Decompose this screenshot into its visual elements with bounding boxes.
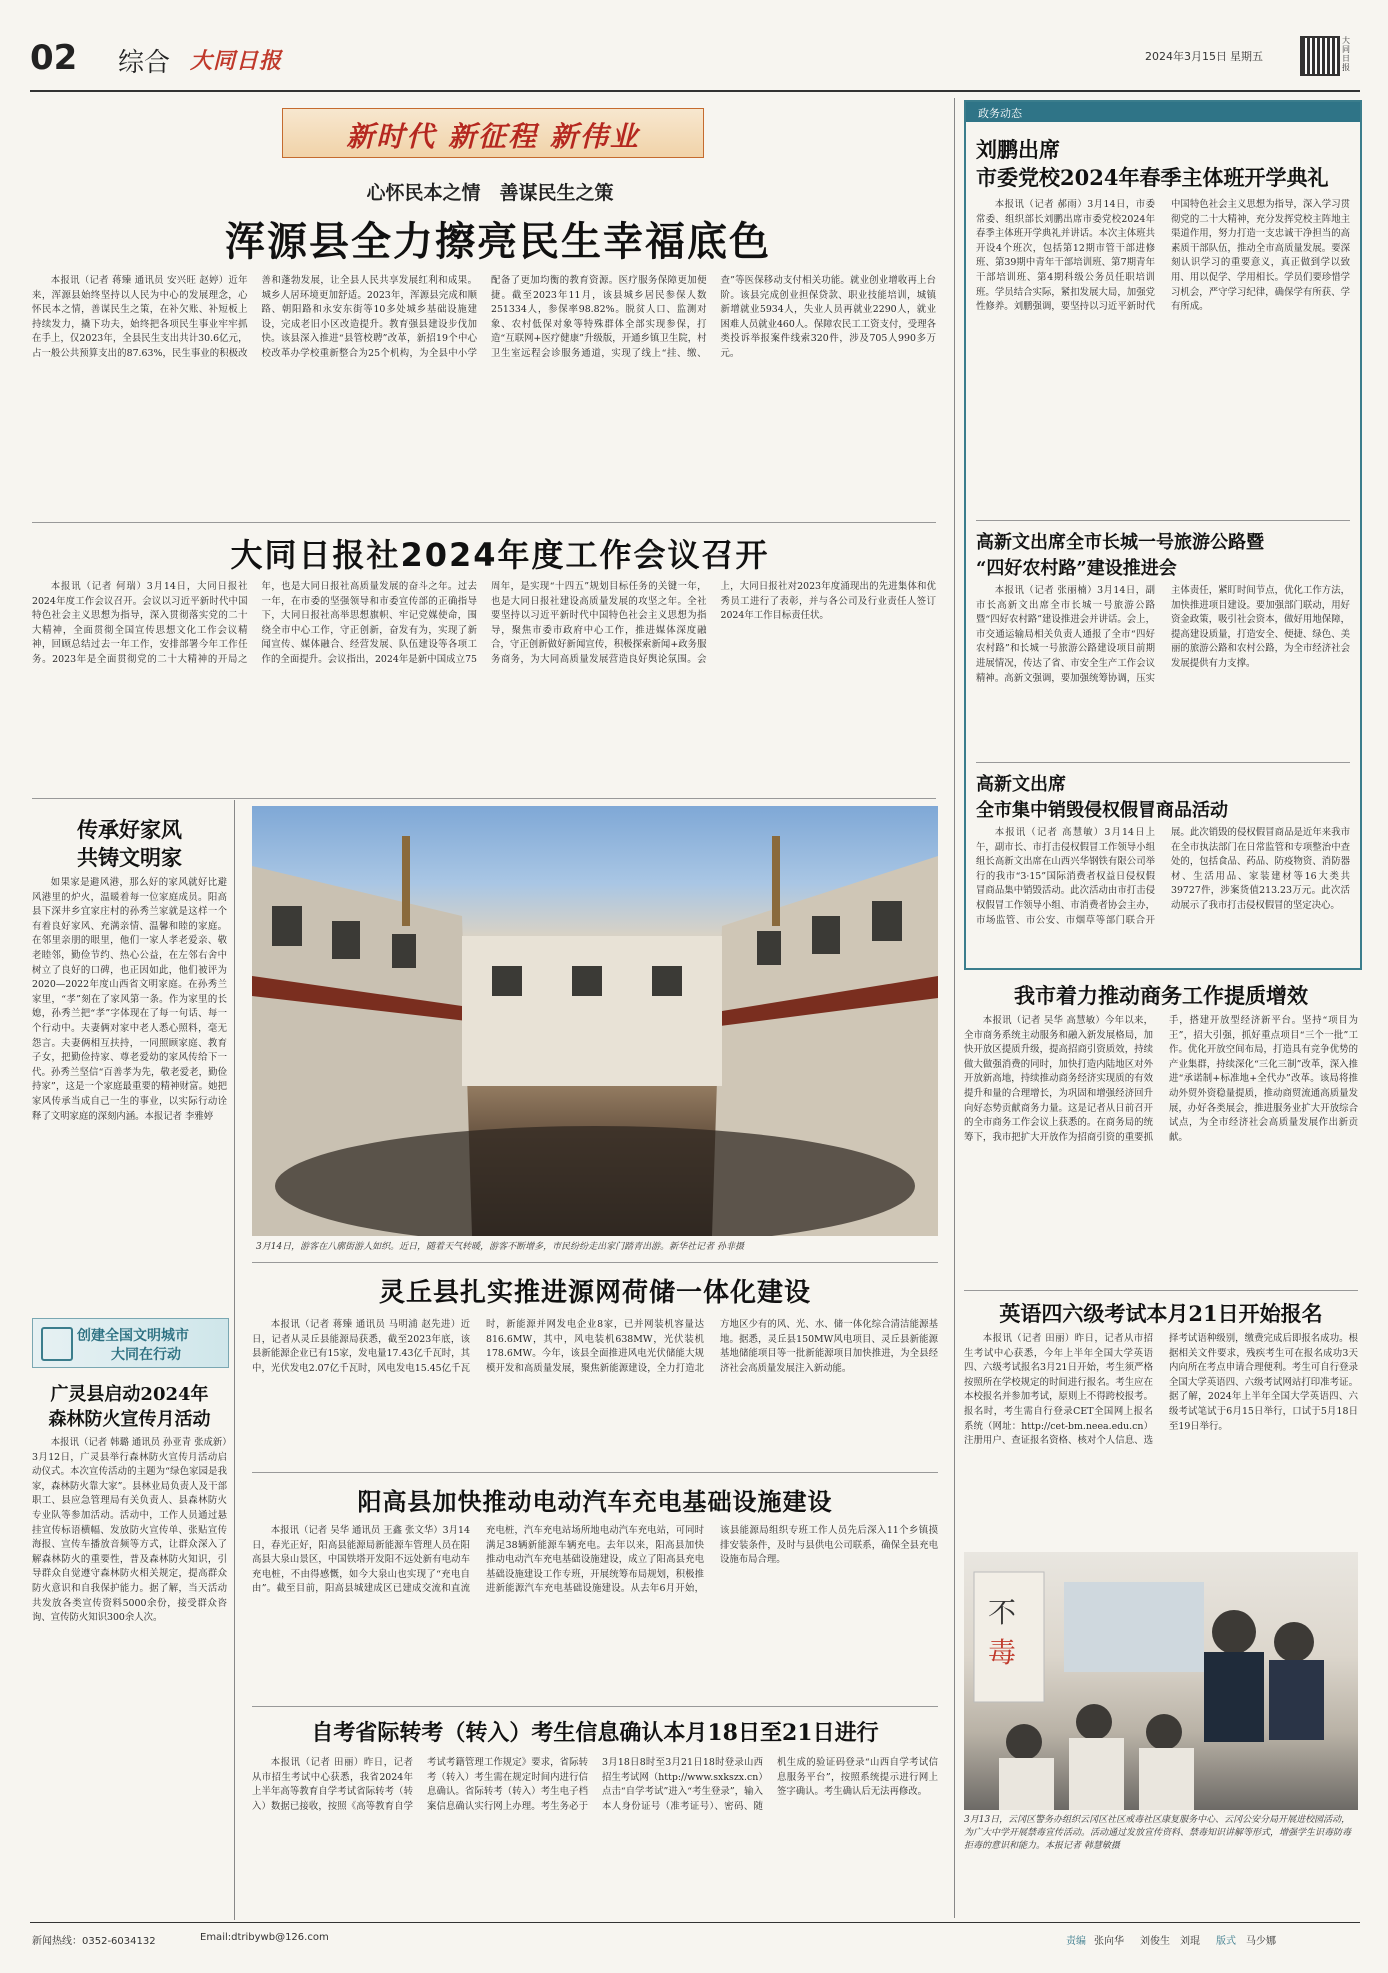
street-photo-svg <box>252 806 938 1236</box>
family-title-line1: 传承好家风 <box>77 817 182 842</box>
footer-editor: 张向华 <box>1094 1936 1124 1947</box>
exam-transfer-title: 自考省际转考（转入）考生信息确认本月18日至21日进行 <box>311 1720 879 1746</box>
footer-editor-label: 责编 <box>1066 1936 1086 1947</box>
commerce-body: 本报讯（记者 吴华 高慧敏）今年以来，全市商务系统主动服务和融入新发展格局，加快开放区提质升级，提高招商引资质效，持续做大做强消费的同时，加快打造内陆地区对外开放新高地，持续推动商务经济实现质的有效提升和量的合理增长，为巩固和增强经济回升向好态势贡献商务力量。这是记者从日前召开的全市商务工作会议上获悉的。在商务局的统筹下，我市把扩大开放作为招商引资的重要抓手，搭建开放型经济新平台。坚持“项目为王”，招大引强，抓好重点项目“三个一批”工作。优化开放空间布局，打造具有竞争优势的产业集群，持续深化“三化三制”改革，深入推进“承诺制+标准地+全代办”改革。该局将推动外贸外资稳量提质，推动商贸流通高质量发展，办好各类展会，推进服务业扩大开放综合试点，为全市经济社会高质量发展作出新贡献。 <box>964 1015 1358 1143</box>
section-rule <box>32 798 936 799</box>
lead-kicker: 心怀民本之情 善谋民生之策 <box>366 182 614 204</box>
qr-caption: 大同日报 <box>1342 36 1350 72</box>
civil-badge-line2: 大同在行动 <box>111 1347 181 1363</box>
party-school-title-line2: 市委党校2024年春季主体班开学典礼 <box>976 165 1329 190</box>
counterfeit-title-line1: 高新文出席 <box>976 774 1066 795</box>
footer-layout-label: 版式 <box>1216 1936 1236 1947</box>
section-rule <box>964 1290 1358 1291</box>
counterfeit-title-line2: 全市集中销毁侵权假冒商品活动 <box>976 800 1228 821</box>
lead-body: 本报讯（记者 蒋臻 通讯员 安兴旺 赵婷）近年来，浑源县始终坚持以人民为中心的发展理念，心怀民本之情，善谋民生之策，在补欠账、补短板上持续发力，撬下功夫，始终把各项民生事业牢牢抓在手上，仅2023年，全县民生支出共计30.6亿元，占一般公共预算支出的87.63%，民生事业的积极改善和蓬勃发展，让全县人民共享发展红利和成果。城乡人居环境更加舒适。2023年，浑源县完成和顺路、朝阳路和永安东街等10多处城乡基础设施建设，完成老旧小区改造提升。教育强县建设步伐加快。该县深入推进“县管校聘”改革，新招19个中心校改革办学校重新整合为25个机构，为全县中小学配备了更加均衡的教育资源。医疗服务保障更加便捷。截至2023年11月，该县城乡居民参保人数251334人，参保率98.82%。脱贫人口、监测对象、农村低保对象等特殊群体全部实现参保，打造“互联网+医疗健康”升级版，开通乡镇卫生院，村卫生室远程会诊服务通道，实现了线上“挂、缴、查”等医保移动支付相关功能。就业创业增收再上台阶。该县完成创业担保贷款、职业技能培训，城镇新增就业5934人，失业人员再就业2290人，就业困难人员就业460人。保障农民工工资支付，受理各类投诉举报案件线索320件，涉及705人990多万元。 <box>32 275 936 359</box>
meeting-body: 本报讯（记者 何瑞）3月14日，大同日报社2024年度工作会议召开。会议以习近平新时代中国特色社会主义思想为指导，深入贯彻落实党的二十大精神，全面贯彻全国宣传思想文化工作会议精神，回顾总结过去一年工作，安排部署今年工作任务。2023年是全面贯彻党的二十大精神的开局之年，也是大同日报社高质量发展的奋斗之年。过去一年，在市委的坚强领导和市委宣传部的正确指导下，大同日报社高举思想旗帜、牢记党媒使命，围绕全市中心工作，守正创新，奋发有为，实现了新闻宣传、媒体融合、经营发展、队伍建设等各项工作的全面提升。会议指出，2024年是新中国成立75周年，是实现“十四五”规划目标任务的关键一年，也是大同日报社建设高质量发展的攻坚之年。全社要坚持以习近平新时代中国特色社会主义思想为指导，聚焦市委市政府中心工作，推进媒体深度融合，守正创新做好新闻宣传，积极探索新闻+政务服务商务，为大同高质量发展营造良好舆论氛围。会上，大同日报社对2023年度涌现出的先进集体和优秀员工进行了表彰，并与各公司及行业责任人签订2024年工作目标责任状。 <box>32 581 936 665</box>
meeting-title: 大同日报社2024年度工作会议召开 <box>230 536 770 574</box>
commerce-title: 我市着力推动商务工作提质增效 <box>1014 983 1308 1008</box>
paper-logo: 大同日报 <box>190 48 283 74</box>
counterfeit-body: 本报讯（记者 高慧敏）3月14日上午，副市长、市打击侵权假冒工作领导小组组长高新文出席在山西兴华钢铁有限公司举行的我市“3·15”国际消费者权益日侵权假冒商品集中销毁活动。此次活动由市打击侵权假冒工作领导小组、市消费者协会主办，市场监管、市公安、市烟草等部门联合开展。此次销毁的侵权假冒商品是近年来我市在全市执法部门在日常监管和专项整治中查处的，包括食品、药品、防疫物资、消防器材、生活用品、家装建材等16大类共39727件，涉案货值213.23万元。此次活动展示了我市打击侵权假冒的坚定决心。 <box>976 827 1350 926</box>
footer-email: Email:dtribywb@126.com <box>200 1932 329 1943</box>
family-body: 如果家是避风港，那么好的家风就好比避风港里的炉火，温暖着每一位家庭成员。阳高县下深井乡宜家庄村的孙秀兰家就是这样一个有着良好家风、充满亲情、温馨和睦的家庭。在邻里亲朋的眼里，他们一家人孝老爱亲、敬老睦邻，勤俭节约、热心公益，在左邻右舍中树立了良好的口碑，也正因如此，他们被评为2020—2022年度山西省文明家庭。在孙秀兰家里，“孝”刻在了家风第一条。作为家里的长媳，孙秀兰把“孝”字体现在了每一句话、每一个行动中。夫妻俩对家中老人悉心照料，毫无怨言。夫妻俩相互扶持，一同照顾家庭、教育子女，把勤俭持家、尊老爱幼的家风传给下一代。孙秀兰坚信“百善孝为先，敬老爱老，勤俭持家”，这是一个家庭最重要的精神财富。她把家风传承当成自己一生的事业，以实际行动诠释了文明家庭的深刻内涵。本报记者 李雅婷 <box>32 877 227 1122</box>
civil-city-icon <box>41 1327 73 1361</box>
section-rule <box>252 1472 938 1473</box>
lingqiu-body: 本报讯（记者 蒋臻 通讯员 马明浦 赵先进）近日，记者从灵丘县能源局获悉，截至2023年底，该县新能源企业已有15家，发电量17.43亿千瓦时，其中，光伏发电2.07亿千瓦时，风电发电15.45亿千瓦时，新能源并网发电企业8家，已并网装机容量达816.6MW，其中，风电装机638MW，光伏装机178.6MW。今年，该县全面推进风电光伏储能大规模开发和高质量发展，聚焦新能源建设，全力打造北方地区少有的风、光、水、储一体化综合清洁能源基地。据悉，灵丘县150MW风电项目、灵丘县新能源基地储能项目等一批新能源项目加快推进，为全县经济社会高质量发展注入新动能。 <box>252 1319 938 1374</box>
party-school-body: 本报讯（记者 郝雨）3月14日，市委常委、组织部长刘鹏出席市委党校2024年春季主体班开学典礼并讲话。本次主体班共开设4个班次，包括第12期市管干部进修班、第39期中青年干部培训班、第7期青年干部培训班、第4期科级公务员任职培训班。学员结合实际，紧扣发展大局，加强党性修养。刘鹏强调，要坚持以习近平新时代中国特色社会主义思想为指导，深入学习贯彻党的二十大精神，充分发挥党校主阵地主渠道作用，努力打造一支忠诚干净担当的高素质干部队伍，推动全市高质量发展。要深刻认识学习的重要意义，真正做到学以致用、用以促学、学用相长。学员们要珍惜学习机会，严守学习纪律，确保学有所获、学有所成。 <box>976 199 1350 313</box>
civil-badge-line1: 创建全国文明城市 <box>77 1328 189 1344</box>
masthead-rule <box>30 90 1360 92</box>
school-photo <box>964 1552 1358 1810</box>
lead-title: 浑源县全力擦亮民生幸福底色 <box>225 219 771 265</box>
section-rule <box>976 762 1350 763</box>
civil-city-badge <box>32 1318 229 1368</box>
street-photo <box>252 806 938 1236</box>
footer-proof: 刘俊生 <box>1140 1936 1170 1947</box>
section-rule <box>252 1706 938 1707</box>
sidebar-header-label: 政务动态 <box>978 107 1022 120</box>
yanggao-title: 阳高县加快推动电动汽车充电基础设施建设 <box>357 1488 833 1516</box>
sidebar-box <box>964 100 1362 970</box>
cet-body: 本报讯（记者 田丽）昨日，记者从市招生考试中心获悉，今年上半年全国大学英语四、六级考试报名3月21日开始，考生须严格按照所在学校规定的时间进行报名。考生应在本校报名并参加考试，原则上不得跨校报考。报名时，考生需自行登录CET全国网上报名系统（网址：http://cet-bm.neea.edu.cn）注册用户、查证报名资格、核对个人信息、选择考试语种级别，缴费完成后即报名成功。根据相关文件要求，残疾考生可在报名成功3天内向所在考点申请合理便利。考生可自行登录全国大学英语四、六级考试网站打印准考证。据了解，2024年上半年全国大学英语四、六级考试笔试于6月15日举行，口试于5月18日至19日举行。 <box>964 1333 1358 1447</box>
footer-designer: 刘琨 <box>1180 1936 1200 1947</box>
column-divider <box>954 98 955 1918</box>
footer-layout: 马少娜 <box>1246 1936 1276 1947</box>
footer-hotline: 新闻热线：0352-6034132 <box>32 1936 156 1947</box>
issue-date: 2024年3月15日 <box>1145 50 1227 63</box>
lingqiu-title: 灵丘县扎实推进源网荷储一体化建设 <box>378 1278 811 1308</box>
svg-text:毒: 毒 <box>988 1636 1017 1669</box>
fire-title-line1: 广灵县启动2024年 <box>50 1384 209 1405</box>
yanggao-body: 本报讯（记者 吴华 通讯员 王鑫 张文华）3月14日，春光正好，阳高县能源局新能源车管理人员在阳高县大泉山景区，中国铁塔开发阳不远处新有电动车充电桩，不由得感慨，如今大泉山也实现了“充电自由”。截至目前，阳高县城建成区已建成交流和直流充电桩，汽车充电站场所地电动汽车充电站，可同时满足38辆新能源车辆充电。去年以来，阳高县加快推动电动汽车充电基础设施建设，成立了阳高县充电基础设施建设工作专班，开展统筹布局规划，积极推进新能源汽车充电基础设施建设。从去年6月开始，该县能源局组织专班工作人员先后深入11个乡镇摸排安装条件，及时与县供电公司联系，确保全县充电设施布局合理。 <box>252 1525 938 1595</box>
issue-weekday: 星期五 <box>1230 50 1263 63</box>
great-wall-title-line1: 高新文出席全市长城一号旅游公路暨 <box>976 532 1264 553</box>
family-title-line2: 共铸文明家 <box>77 845 182 870</box>
school-photo-svg <box>964 1552 1358 1810</box>
school-photo-caption: 3月13日，云冈区警务办组织云冈区社区戒毒社区康复服务中心、云冈公安分局开展进校园活动，为广大中学开展禁毒宣传活动。活动通过发放宣传资料、禁毒知识讲解等形式，增强学生识毒防毒拒毒的意识和能力。本报记者 韩慧敏摄 <box>964 1815 1352 1851</box>
section-rule <box>252 1262 938 1263</box>
left-column-divider <box>234 800 235 1920</box>
great-wall-title-line2: “四好农村路”建设推进会 <box>976 558 1177 579</box>
qr-code <box>1300 36 1340 76</box>
exam-transfer-body: 本报讯（记者 田丽）昨日，记者从市招生考试中心获悉，我省2024年上半年高等教育自学考试省际转考（转入）数据已接收，按照《高等教育自学考试考籍管理工作规定》要求，省际转考（转入）考生需在规定时间内进行信息确认。省际转考（转入）考生电子档案信息确认实行网上办理。考生务必于3月18日8时至3月21日18时登录山西招生考试网（http://www.sxkszx.cn）点击“自学考试”进入“考生登录”，输入本人身份证号（准考证号）、密码、随机生成的验证码登录“山西自学考试信息服务平台”，按照系统提示进行网上签字确认。考生确认后无法再修改。 <box>252 1757 938 1812</box>
great-wall-body: 本报讯（记者 张丽楠）3月14日，副市长高新文出席全市长城一号旅游公路暨“四好农村路”建设推进会并讲话。会上，市交通运输局相关负责人通报了全市“四好农村路”和长城一号旅游公路建设项目前期进展情况，传达了省、市安全生产工作会议精神。高新文强调，要加强统筹协调，压实主体责任，紧盯时间节点，优化工作方法，加快推进项目建设。要加强部门联动，用好资金政策，吸引社会资本，做好用地保障，提高建设质量，打造安全、便捷、绿色、美丽的旅游公路和农村公路，为全市经济社会发展提供有力支撑。 <box>976 585 1350 684</box>
section-name: 综合 <box>118 48 171 78</box>
page-number: 02 <box>30 38 78 78</box>
svg-text:不: 不 <box>988 1596 1017 1629</box>
footer-rule <box>30 1922 1360 1923</box>
section-rule <box>976 520 1350 521</box>
banner-slogan: 新时代 新征程 新伟业 <box>346 120 640 153</box>
section-rule <box>32 522 936 523</box>
banner <box>282 108 704 158</box>
fire-title-line2: 森林防火宣传月活动 <box>48 1409 211 1430</box>
masthead <box>30 38 1360 88</box>
fire-body: 本报讯（记者 韩璐 通讯员 孙亚青 张成新）3月12日，广灵县举行森林防火宣传月活动启动仪式。本次宣传活动的主题为“绿色家园是我家，森林防火靠大家”。县林业局负责人及干部职工、县应急管理局有关负责人、县森林防火专业队等参加活动。活动中，工作人员通过悬挂宣传标语横幅、发放防火宣传单、张贴宣传海报、宣传车播放音频等方式，让群众深入了解森林防火的重要性，普及森林防火知识，引导群众自觉遵守森林防火相关规定，提高群众防火意识和自我保护能力。据了解，当天活动共发放各类宣传资料5000余份，接受群众咨询、宣传防火知识300余人次。 <box>32 1437 227 1624</box>
sidebar-header <box>966 102 1360 122</box>
cet-title: 英语四六级考试本月21日开始报名 <box>999 1301 1323 1326</box>
party-school-title-line1: 刘鹏出席 <box>976 137 1060 162</box>
street-photo-caption: 3月14日，游客在八廓街游人如织。近日，随着天气转暖，游客不断增多，市民纷纷走出家门踏青出游。新华社记者 孙非摄 <box>256 1242 745 1252</box>
